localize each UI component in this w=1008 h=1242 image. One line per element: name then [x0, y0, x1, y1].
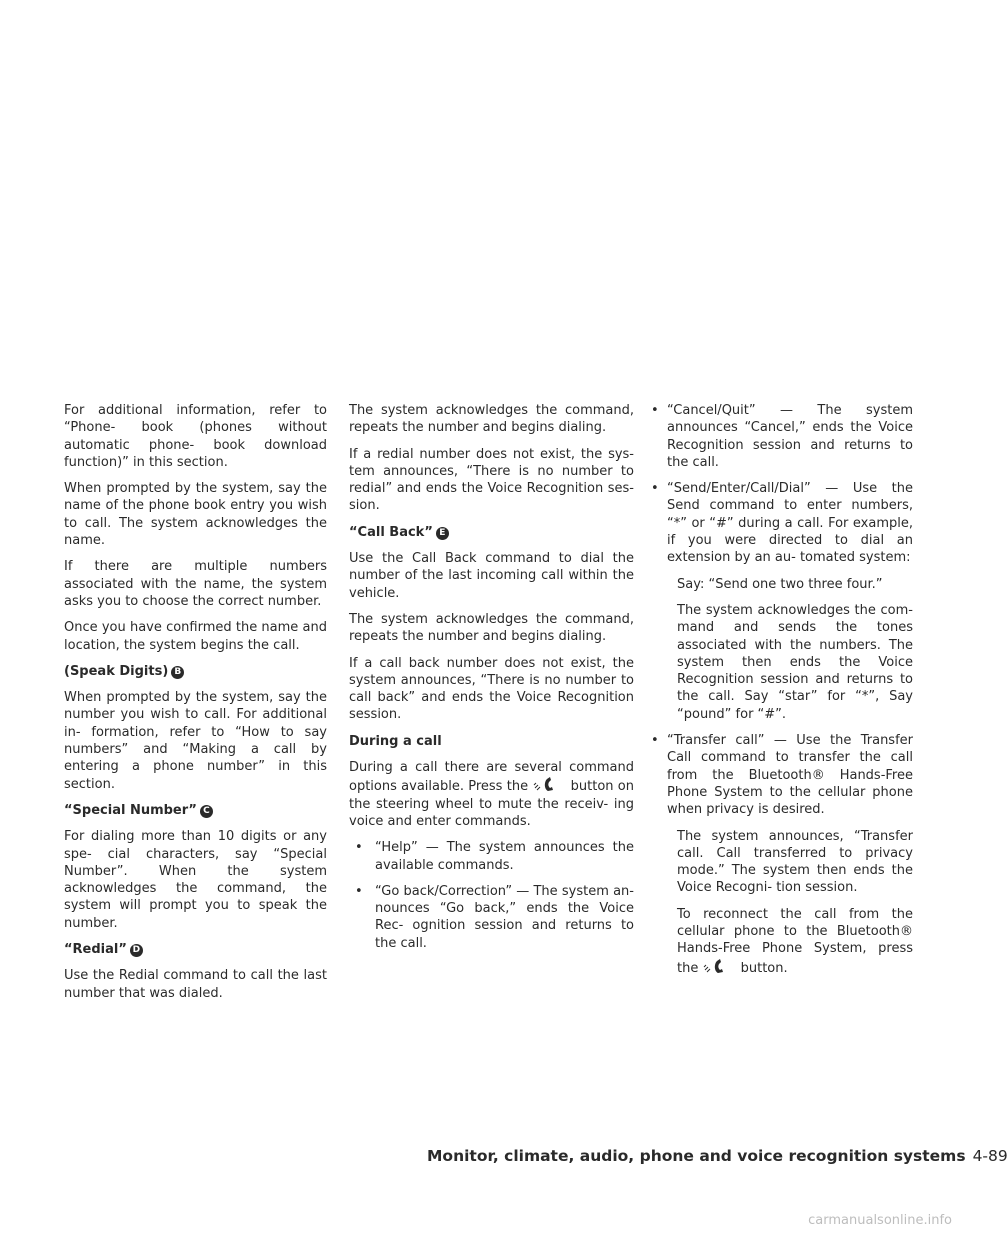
- callout-badge-d: D: [130, 944, 143, 957]
- paragraph-text: button on the steering wheel to mute the receiv- ing voice and enter commands.: [349, 779, 634, 829]
- list-item: [651, 732, 913, 818]
- list-item-text: “Cancel/Quit” — The system announces “Cancel,” ends the Voice Recognition session and returns to the call.: [667, 403, 913, 470]
- paragraph-text: To reconnect the call from the cellular phone to the Bluetooth® Hands-Free Phone System, press the: [677, 906, 913, 976]
- paragraph: If a redial number does not exist, the sys- tem announces, “There is no number to redial” and ends the Voice Recognition ses- sion.: [349, 446, 634, 514]
- paragraph: For dialing more than 10 digits or any spe- cial characters, say “Special Number”. When the system acknowledges the command, the system will prompt you to speak the number.: [64, 829, 327, 931]
- heading-text: “Redial”: [64, 942, 127, 958]
- phone-talk-icon: [532, 776, 566, 792]
- paragraph: If a call back number does not exist, the system announces, “There is no number to call back” and ends the Voice Recognition session.: [349, 655, 634, 723]
- heading-redial: [64, 941, 327, 958]
- paragraph: Use the Call Back command to dial the number of the last incoming call within the vehicle.: [349, 551, 634, 601]
- page-footer: [427, 1147, 1008, 1165]
- section-title: Monitor, climate, audio, phone and voice recognition systems: [427, 1147, 966, 1165]
- bullet-icon: •: [651, 481, 659, 497]
- paragraph: Use the Redial command to call the last number that was dialed.: [64, 968, 327, 1001]
- paragraph-text: button.: [740, 960, 788, 976]
- paragraph: Once you have confirmed the name and location, the system begins the call.: [64, 620, 327, 653]
- sub-paragraph: The system acknowledges the com- mand and sends the tones associated with the numbers. The system then ends the Voice Recognition session and returns to the call. Say “star” for “*”, Say “pound” for “#”.: [677, 602, 913, 722]
- bullet-icon: •: [355, 883, 363, 899]
- phone-talk-icon: [702, 958, 736, 974]
- list-item-text: “Help” — The system announces the available commands.: [375, 840, 634, 873]
- paragraph: For additional information, refer to “Phone- book (phones without automatic phone- book download function)” in this section.: [64, 403, 327, 470]
- list-item-text: “Send/Enter/Call/Dial” — Use the Send command to enter numbers, “*” or “#” during a call. For example, if you were directed to dial an extension by an au- tomated system:: [667, 481, 913, 566]
- callout-badge-e: E: [436, 527, 449, 540]
- bullet-icon: •: [355, 840, 363, 856]
- heading-speak-digits: [64, 663, 327, 680]
- column-middle: [349, 402, 634, 961]
- heading-text: “Special Number”: [64, 802, 197, 818]
- callout-badge-b: B: [171, 666, 184, 679]
- list-item-text: “Go back/Correction” — The system an- nounces “Go back,” ends the Voice Rec- ognition session and returns to the call.: [375, 883, 634, 951]
- list-item-text: “Transfer call” — Use the Transfer Call command to transfer the call from the Bluetooth® Hands-Free Phone System to the cellular phone when privacy is desired.: [667, 733, 913, 818]
- heading-text: “Call Back”: [349, 524, 433, 540]
- column-left: [64, 402, 327, 1011]
- bullet-icon: •: [651, 733, 659, 749]
- paragraph: The system acknowledges the command, repeats the number and begins dialing.: [349, 403, 634, 436]
- paragraph: When prompted by the system, say the number you wish to call. For additional in- formation, refer to “How to say numbers” and “Making a call by entering a phone number” in this section.: [64, 690, 327, 792]
- paragraph: If there are multiple numbers associated with the name, the system asks you to choose the correct number.: [64, 559, 327, 609]
- list-item: [349, 839, 634, 874]
- sub-paragraph: [651, 906, 913, 977]
- callout-badge-c: C: [200, 805, 213, 818]
- sub-paragraph: The system announces, “Transfer call. Call transferred to privacy mode.” The system then ends the Voice Recogni- tion session.: [677, 828, 913, 896]
- paragraph: [349, 759, 634, 830]
- list-item: [651, 402, 913, 471]
- heading-during-a-call: During a call: [349, 733, 442, 749]
- list-item: [349, 883, 634, 952]
- heading-special-number: [64, 802, 327, 819]
- heading-text: (Speak Digits): [64, 663, 169, 679]
- sub-paragraph: Say: “Send one two three four.”: [677, 576, 883, 592]
- watermark: carmanualsonline.info: [808, 1213, 952, 1228]
- heading-call-back: [349, 524, 634, 541]
- bullet-icon: •: [651, 403, 659, 418]
- list-item: [651, 480, 913, 566]
- paragraph: When prompted by the system, say the name of the phone book entry you wish to call. The system acknowledges the name.: [64, 481, 327, 549]
- page-number: 4-89: [972, 1147, 1008, 1165]
- column-right: [651, 402, 913, 986]
- paragraph: The system acknowledges the command, repeats the number and begins dialing.: [349, 611, 634, 645]
- paragraph-text: During a call there are several command options available. Press the: [349, 760, 634, 795]
